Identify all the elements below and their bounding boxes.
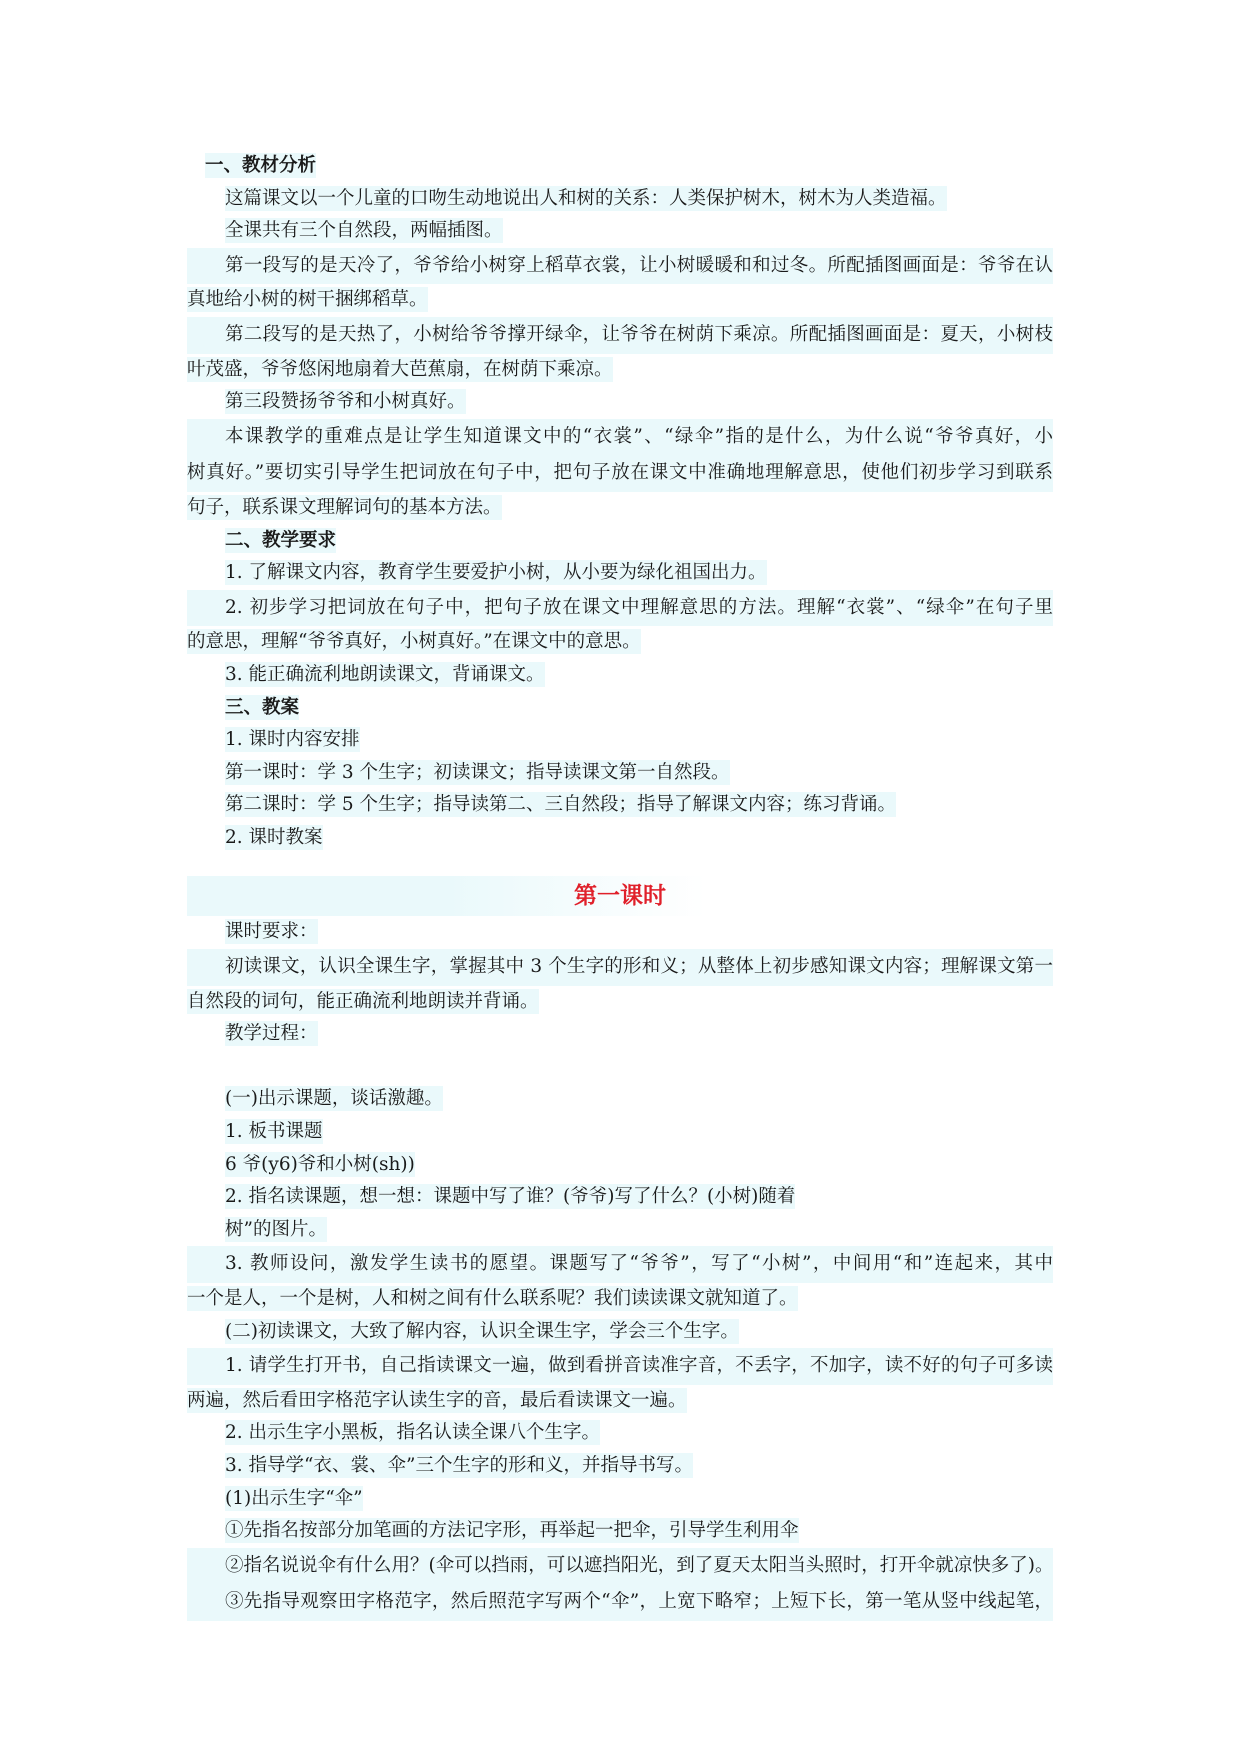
paragraph: 第二课时：学 5 个生字；指导读第二、三自然段；指导了解课文内容；练习背诵。 bbox=[225, 794, 897, 816]
paragraph: 第一段写的是天冷了，爷爷给小树穿上稻草衣裳，让小树暖暖和和过冬。所配插图画面是：爷爷在认 bbox=[187, 248, 1053, 285]
list-item: 2. 初步学习把词放在句子中，把句子放在课文中理解意思的方法。理解“衣裳”、“绿伞”在句子里 bbox=[187, 590, 1053, 627]
paragraph: 本课教学的重难点是让学生知道课文中的“衣裳”、“绿伞”指的是什么，为什么说“爷爷真好，小 bbox=[187, 419, 1053, 456]
list-item: 1. 课时内容安排 bbox=[225, 729, 360, 751]
spacer bbox=[187, 854, 1053, 876]
paragraph-continuation: 自然段的词句，能正确流利地朗读并背诵。 bbox=[187, 990, 539, 1012]
paragraph: 第二段写的是天热了，小树给爷爷撑开绿伞，让爷爷在树荫下乘凉。所配插图画面是：夏天，小树枝 bbox=[187, 317, 1053, 354]
sub-item: ③先指导观察田字格范字，然后照范字写两个“伞”，上宽下略窄；上短下长，第一笔从竖中线起笔， bbox=[187, 1584, 1053, 1621]
list-item: 1. 了解课文内容，教育学生要爱护小树，从小要为绿化祖国出力。 bbox=[225, 562, 767, 584]
step-heading: (一)出示课题，谈话激趣。 bbox=[225, 1088, 443, 1110]
sub-item: (1)出示生字“伞” bbox=[225, 1487, 363, 1509]
paragraph: 第一课时：学 3 个生字；初读课文；指导读课文第一自然段。 bbox=[225, 761, 730, 783]
list-item: 3. 教师设问，激发学生读书的愿望。课题写了“爷爷”，写了“小树”，中间用“和”连起来，其中 bbox=[187, 1246, 1053, 1283]
list-item: 3. 能正确流利地朗读课文，背诵课文。 bbox=[225, 663, 545, 685]
paragraph-continuation: 真地给小树的树干捆绑稻草。 bbox=[187, 289, 428, 311]
section-heading-lesson-plan: 三、教案 bbox=[225, 696, 300, 718]
list-item: 2. 指名读课题，想一想：课题中写了谁？(爷爷)写了什么？(小树)随着 bbox=[225, 1186, 796, 1208]
section-heading-requirements: 二、教学要求 bbox=[225, 529, 337, 551]
list-item: 1. 请学生打开书，自己指读课文一遍，做到看拼音读准字音，不丢字，不加字，读不好的句子可多读 bbox=[187, 1348, 1053, 1385]
board-title: 6 爷(y6)爷和小树(sh)) bbox=[225, 1153, 415, 1175]
paragraph: 这篇课文以一个儿童的口吻生动地说出人和树的关系：人类保护树木，树木为人类造福。 bbox=[225, 187, 947, 209]
section-heading-analysis: 一、教材分析 bbox=[205, 155, 317, 176]
list-item-continuation: 两遍，然后看田字格范字认读生字的音，最后看读课文一遍。 bbox=[187, 1389, 687, 1411]
lesson-title: 第一课时 bbox=[187, 876, 1053, 916]
paragraph-continuation: 句子，联系课文理解词句的基本方法。 bbox=[187, 496, 502, 518]
list-item-continuation: 树”的图片。 bbox=[225, 1218, 327, 1240]
sub-item: ②指名说说伞有什么用？(伞可以挡雨，可以遮挡阳光，到了夏天太阳当头照时，打开伞就凉快多了)。 bbox=[187, 1548, 1053, 1585]
document-page bbox=[187, 150, 1053, 1621]
paragraph: 初读课文，认识全课生字，掌握其中 3 个生字的形和义；从整体上初步感知课文内容；理解课文第一 bbox=[187, 949, 1053, 986]
list-item: 3. 指导学“衣、裳、伞”三个生字的形和义，并指导书写。 bbox=[225, 1454, 693, 1476]
list-item-continuation: 的意思，理解“爷爷真好，小树真好。”在课文中的意思。 bbox=[187, 631, 641, 653]
list-item-continuation: 一个是人，一个是树，人和树之间有什么联系呢？我们读读课文就知道了。 bbox=[187, 1288, 798, 1309]
sub-item: ①先指名按部分加笔画的方法记字形，再举起一把伞，引导学生利用伞 bbox=[225, 1520, 799, 1542]
list-item: 2. 出示生字小黑板，指名认读全课八个生字。 bbox=[225, 1422, 601, 1444]
step-heading: (二)初读课文，大致了解内容，认识全课生字，学会三个生字。 bbox=[225, 1320, 739, 1342]
paragraph: 全课共有三个自然段，两幅插图。 bbox=[225, 220, 503, 242]
paragraph-continuation: 叶茂盛，爷爷悠闲地扇着大芭蕉扇，在树荫下乘凉。 bbox=[187, 358, 613, 380]
paragraph-continuation: 树真好。”要切实引导学生把词放在句子中，把句子放在课文中准确地理解意思，使他们初步学习到联系 bbox=[187, 455, 1053, 492]
list-item: 2. 课时教案 bbox=[225, 826, 323, 848]
spacer bbox=[187, 1051, 1053, 1084]
list-item: 1. 板书课题 bbox=[225, 1121, 323, 1143]
paragraph: 第三段赞扬爷爷和小树真好。 bbox=[225, 391, 466, 413]
lesson-requirements-label: 课时要求： bbox=[225, 921, 318, 943]
teaching-process-label: 教学过程： bbox=[225, 1023, 318, 1045]
